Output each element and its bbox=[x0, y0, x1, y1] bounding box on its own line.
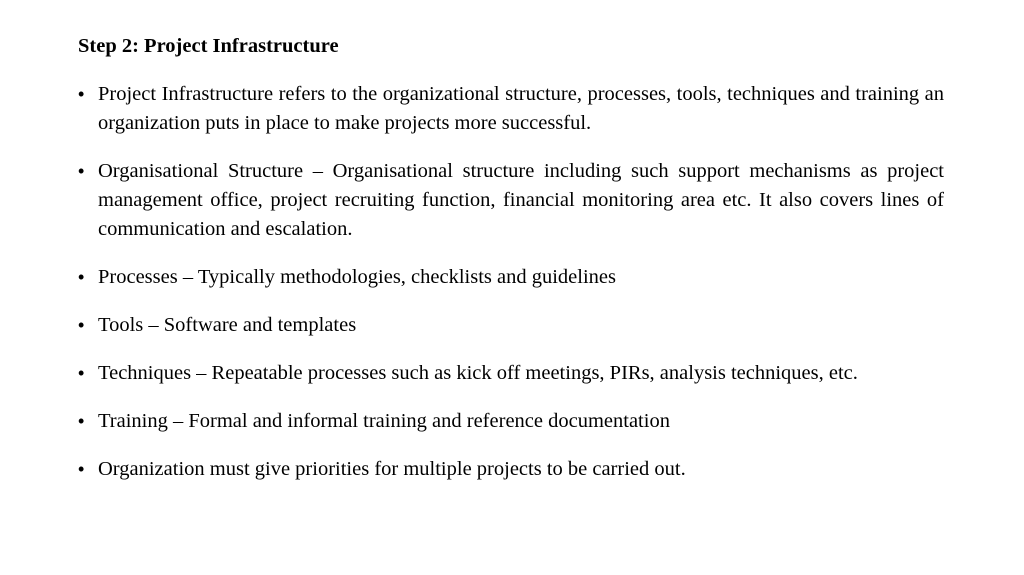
bullet-text: Project Infrastructure refers to the organizational structure, processes, tools, techniques and training an organization puts in place to make projects more successful. bbox=[98, 83, 944, 134]
bullet-item-techniques bbox=[78, 359, 944, 388]
slide-title: Step 2: Project Infrastructure bbox=[78, 35, 339, 57]
bullet-dot-icon: • bbox=[78, 411, 85, 431]
bullet-text: Training – Formal and informal training and reference documentation bbox=[98, 410, 670, 432]
bullet-item-processes bbox=[78, 263, 944, 292]
bullet-text: Organisational Structure – Organisational structure including such support mechanisms as project management office, project recruiting function, financial monitoring area etc. It also covers lines of communication and escalation. bbox=[98, 160, 944, 240]
bullet-dot-icon: • bbox=[78, 84, 85, 104]
bullet-dot-icon: • bbox=[78, 459, 85, 479]
bullet-list bbox=[78, 80, 944, 503]
bullet-text: Tools – Software and templates bbox=[98, 314, 357, 336]
bullet-text: Techniques – Repeatable processes such as kick off meetings, PIRs, analysis techniques, etc. bbox=[98, 362, 858, 384]
bullet-item-tools bbox=[78, 311, 944, 340]
bullet-item-project-infrastructure bbox=[78, 80, 944, 138]
bullet-item-training bbox=[78, 407, 944, 436]
bullet-text: Organization must give priorities for multiple projects to be carried out. bbox=[98, 458, 686, 480]
bullet-item-organisational-structure bbox=[78, 157, 944, 244]
bullet-dot-icon: • bbox=[78, 267, 85, 287]
bullet-item-priorities bbox=[78, 455, 944, 484]
bullet-dot-icon: • bbox=[78, 363, 85, 383]
bullet-dot-icon: • bbox=[78, 315, 85, 335]
bullet-dot-icon: • bbox=[78, 161, 85, 181]
bullet-text: Processes – Typically methodologies, checklists and guidelines bbox=[98, 266, 616, 288]
